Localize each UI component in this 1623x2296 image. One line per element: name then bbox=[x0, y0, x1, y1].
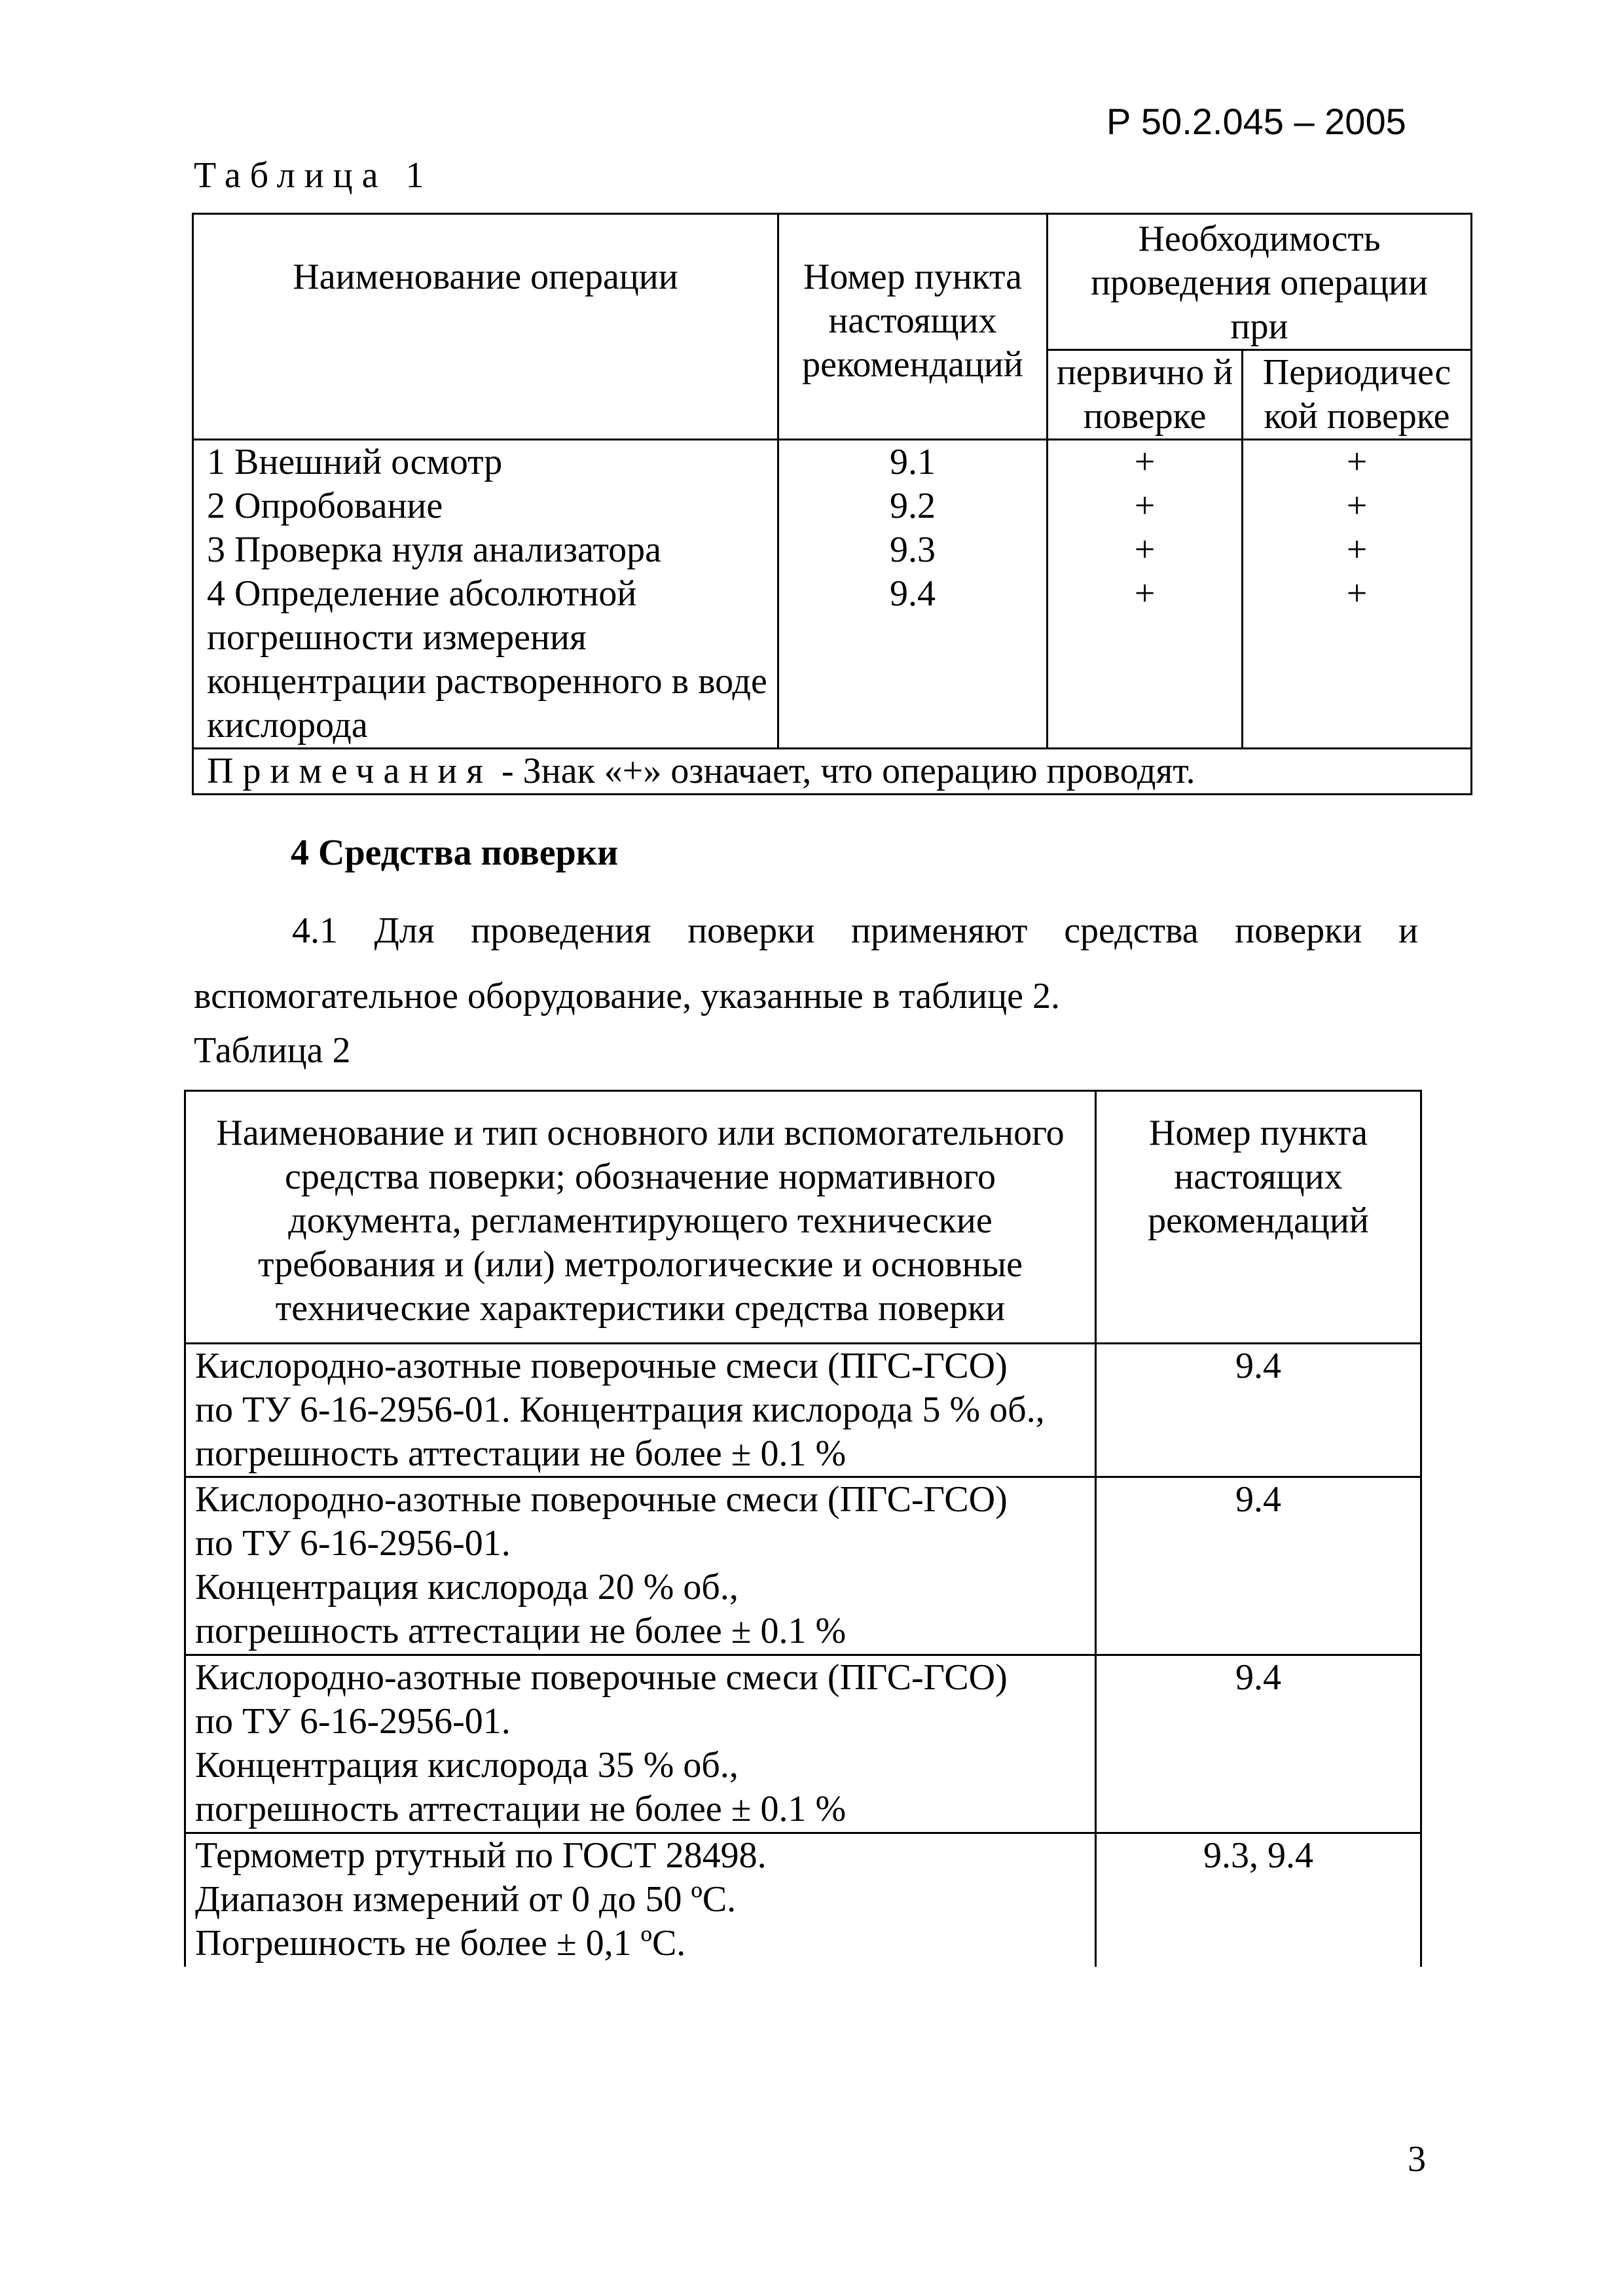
table2-row-description: Термометр ртутный по ГОСТ 28498. Диапазон измерений от 0 до 50 ºС. Погрешность не более ± 0,1 ºС. bbox=[185, 1833, 1096, 1967]
table1-note-label: Примечания bbox=[207, 751, 493, 791]
table1-row-name: 4 Определение абсолютной погрешности измерения концентрации растворенного в воде кислорода bbox=[207, 573, 767, 745]
table2-header-description: Наименование и тип основного или вспомогательного средства поверки; обозначение нормативного документа, регламентирующего технические требования и (или) метрологические и основные технические характеристики средства поверки bbox=[185, 1091, 1096, 1344]
table1-row-periodic-mark: + bbox=[1346, 442, 1368, 482]
table1-row-name: 3 Проверка нуля анализатора bbox=[207, 529, 662, 570]
table2-row-item: 9.4 bbox=[1096, 1344, 1421, 1477]
table2-row-description: Кислородно-азотные поверочные смеси (ПГС-ГСО) по ТУ 6-16-2956-01. Концентрация кислорода 20 % об., погрешность аттестации не более ± 0.1 % bbox=[185, 1477, 1096, 1655]
table1-row-name: 2 Опробование bbox=[207, 486, 443, 526]
table1-header-primary: первично й поверке bbox=[1048, 350, 1243, 440]
table2-header-item: Номер пункта настоящих рекомендаций bbox=[1096, 1091, 1421, 1344]
table2-caption: Таблица 2 bbox=[194, 1030, 351, 1071]
table1-header-periodic: Периодичес кой поверке bbox=[1243, 350, 1472, 440]
table1-row-periodic-mark: + bbox=[1346, 529, 1368, 570]
table1-row-name: 1 Внешний осмотр bbox=[207, 442, 503, 482]
paragraph-4-1: 4.1 Для проведения поверки применяют средства поверки и вспомогательное оборудование, указанные в таблице 2. bbox=[194, 910, 1418, 1016]
table1 bbox=[192, 213, 1472, 795]
table1-row-item: 9.3 bbox=[890, 529, 936, 570]
table1-row-item: 9.4 bbox=[890, 573, 936, 614]
table1-row-primary-mark: + bbox=[1134, 442, 1156, 482]
table1-row-primary-mark: + bbox=[1134, 573, 1156, 614]
table1-note bbox=[193, 749, 1472, 795]
table1-header-operation: Наименование операции bbox=[193, 214, 778, 440]
table1-row-primary-mark: + bbox=[1134, 529, 1156, 570]
table1-row-item: 9.2 bbox=[890, 486, 936, 526]
table1-note-text: - Знак «+» означает, что операцию проводят. bbox=[492, 751, 1195, 791]
table1-row-periodic-mark: + bbox=[1346, 486, 1368, 526]
table2-row-item: 9.4 bbox=[1096, 1477, 1421, 1655]
page-number: 3 bbox=[1408, 2139, 1426, 2179]
table1-row-primary-mark: + bbox=[1134, 486, 1156, 526]
table2-row-item: 9.4 bbox=[1096, 1655, 1421, 1833]
table1-caption: Таблица 1 bbox=[194, 155, 433, 196]
table2-row-item: 9.3, 9.4 bbox=[1096, 1833, 1421, 1967]
table1-header-necessity: Необходимость проведения операции при bbox=[1048, 214, 1472, 350]
table1-header-item: Номер пункта настоящих рекомендаций bbox=[778, 214, 1048, 440]
section-heading: 4 Средства поверки bbox=[291, 833, 619, 873]
table2-row-description: Кислородно-азотные поверочные смеси (ПГС-ГСО) по ТУ 6-16-2956-01. Концентрация кислорода 35 % об., погрешность аттестации не более ± 0.1 % bbox=[185, 1655, 1096, 1833]
table2 bbox=[184, 1090, 1422, 1967]
table1-row-periodic-mark: + bbox=[1346, 573, 1368, 614]
document-code: Р 50.2.045 – 2005 bbox=[1106, 101, 1406, 142]
table1-row-item: 9.1 bbox=[890, 442, 936, 482]
table2-row-description: Кислородно-азотные поверочные смеси (ПГС-ГСО) по ТУ 6-16-2956-01. Концентрация кислорода 5 % об., погрешность аттестации не более ± 0.1 % bbox=[185, 1344, 1096, 1477]
